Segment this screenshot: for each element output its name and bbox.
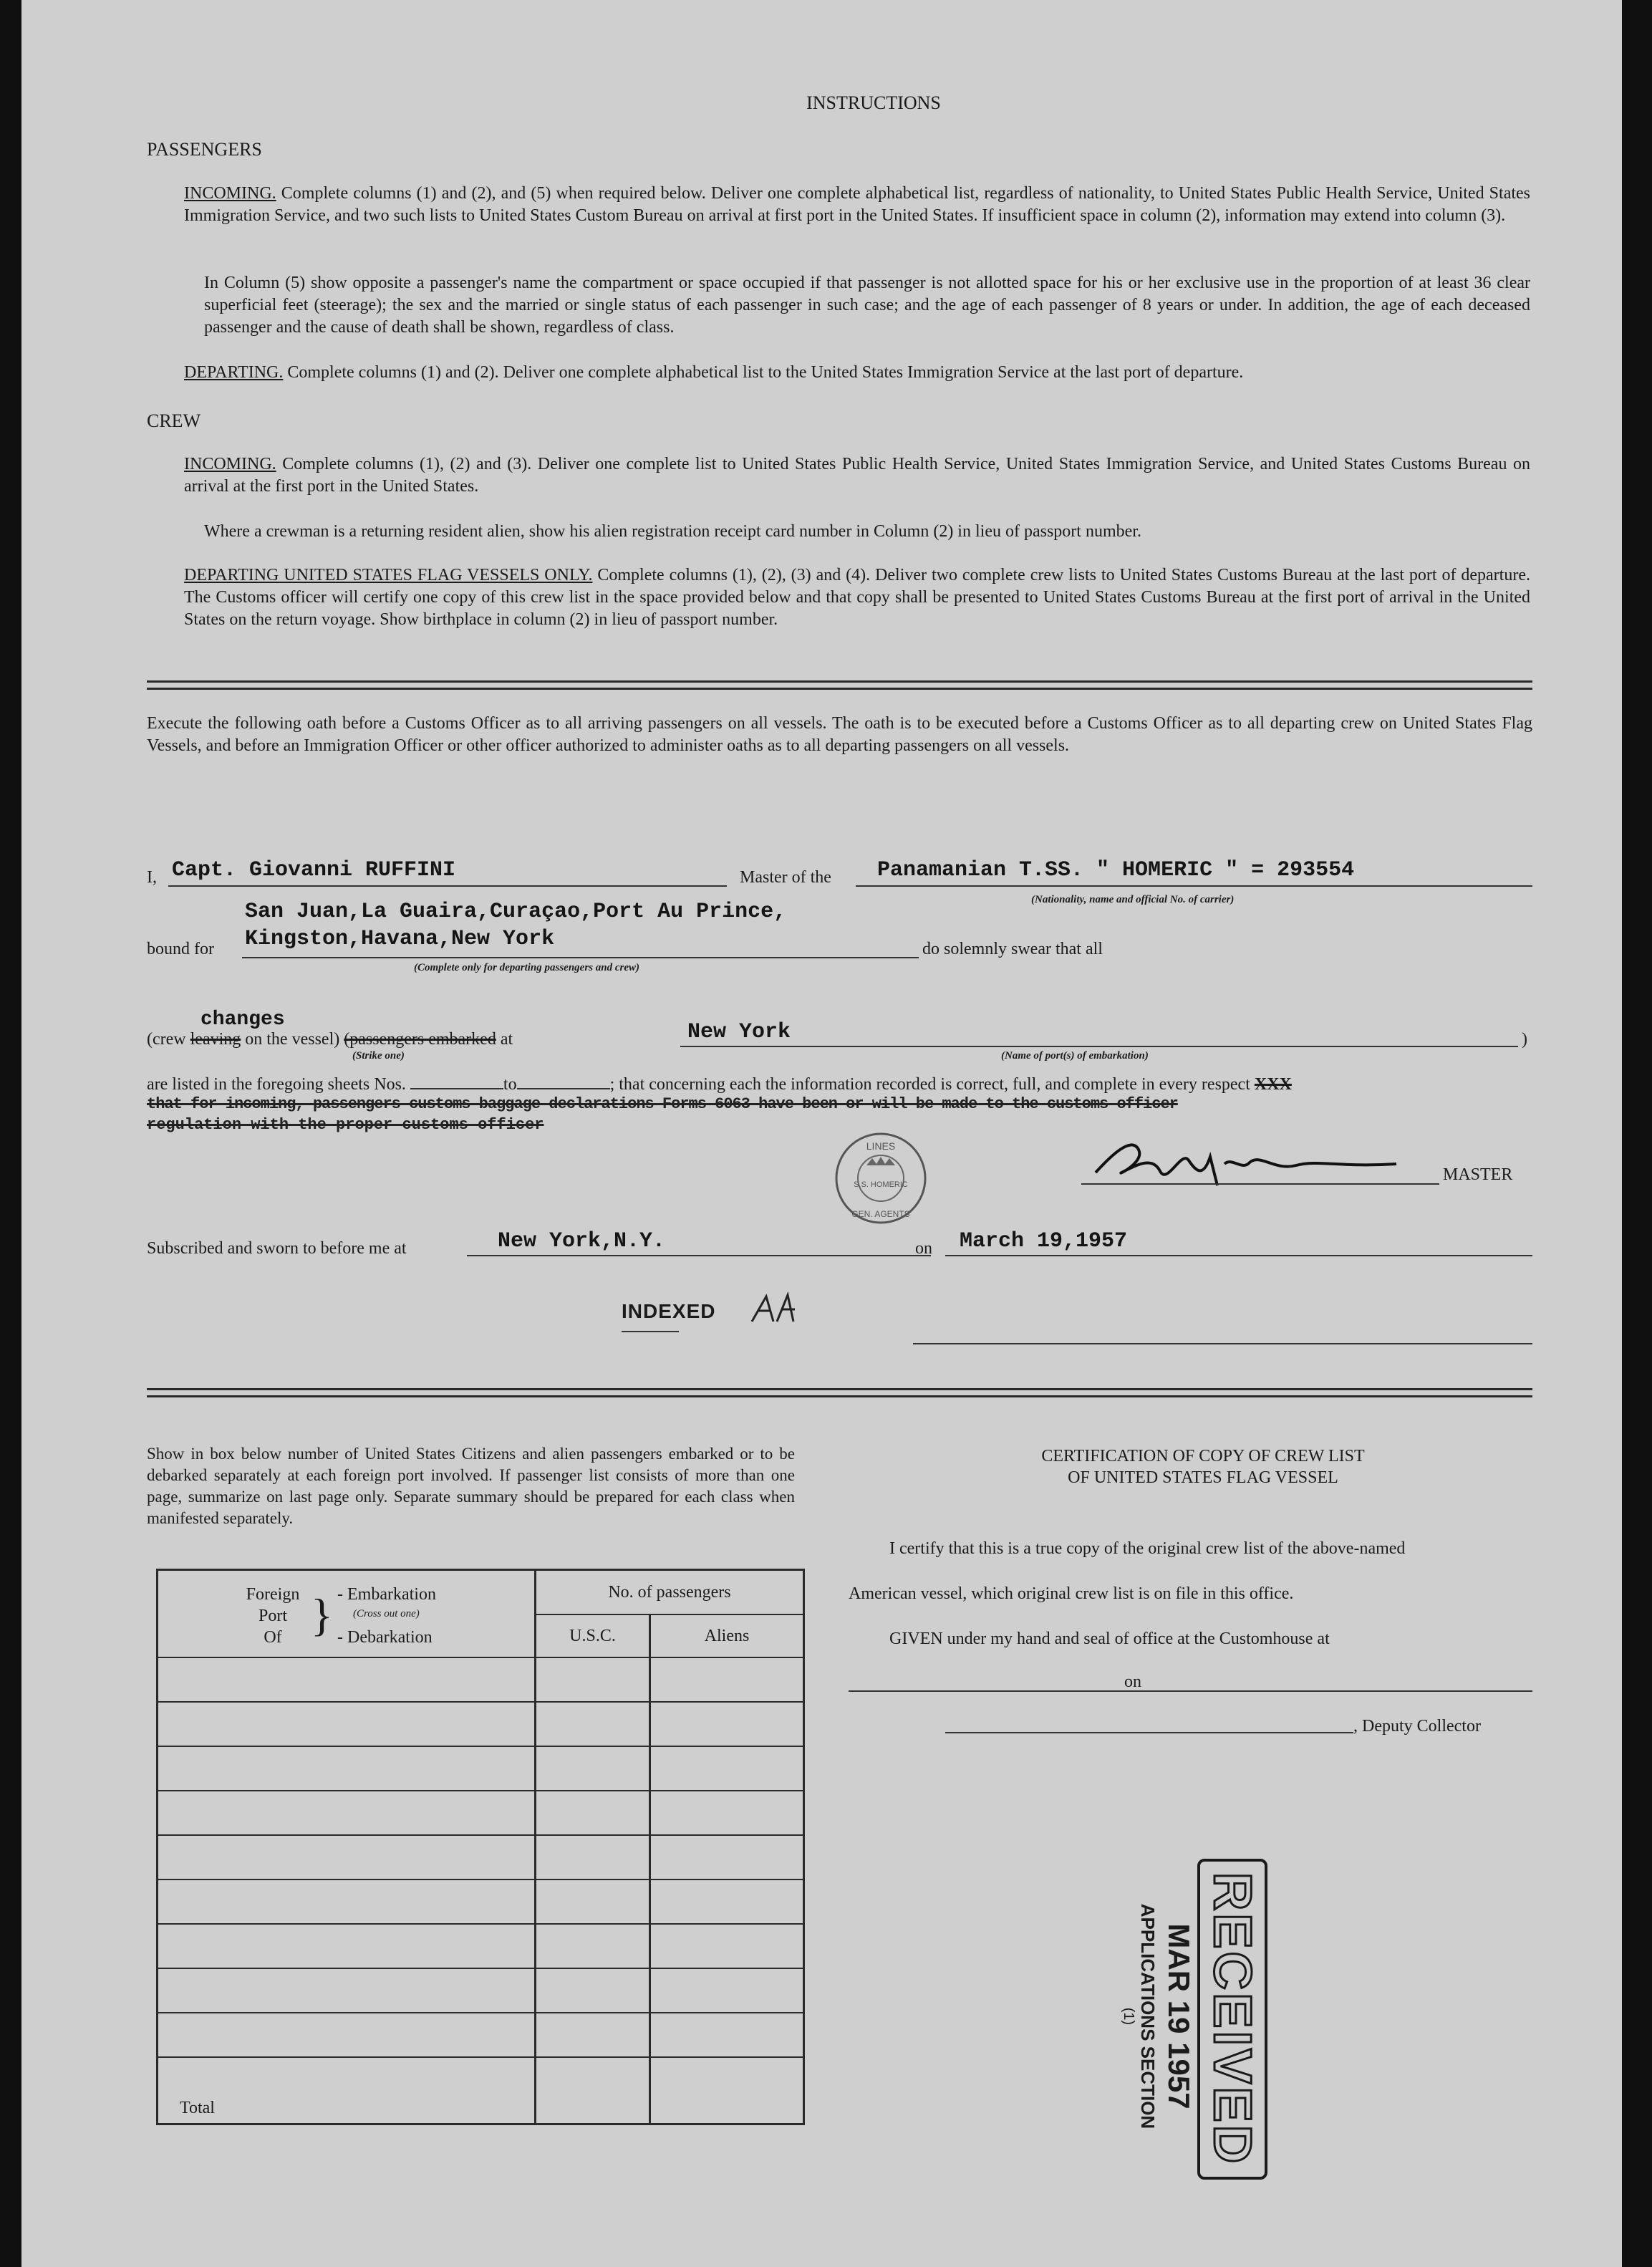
sworn-date: March 19,1957 [960, 1229, 1128, 1253]
table-header-no-of-passengers: No. of passengers [608, 1583, 731, 1602]
column5-paragraph: In Column (5) show opposite a passenger's name the compartment or space occupied if that passenger is not allotted space for his or her exclusive use in the proportion of at least 36 clear superficial feet (steerage); the sex and the married or single status of each passenger in such case; and the age of each passenger of 8 years or under. In addition, the age of each deceased passenger and the cause of death shall be shown, regardless of class. [204, 274, 1530, 337]
customhouse-field[interactable] [849, 1690, 1149, 1692]
certification-date-field[interactable] [1147, 1690, 1532, 1692]
received-stamp-word: RECEIVED [1197, 1859, 1267, 2180]
ship-seal [795, 1128, 967, 1228]
ship-seal-text-3: S.S. HOMERIC [854, 1180, 908, 1189]
table-total-label: Total [180, 2099, 215, 2117]
certification-title-1: CERTIFICATION OF COPY OF CREW LIST [1041, 1447, 1365, 1465]
divider-rule [147, 680, 1532, 683]
passenger-summary-table [156, 1569, 805, 2125]
indexed-underline [622, 1331, 679, 1332]
oath-i-label: I, [147, 868, 157, 887]
page-title: INSTRUCTIONS [806, 92, 941, 113]
table-header-debarkation: - Debarkation [337, 1628, 433, 1647]
vessel-line [856, 885, 1532, 887]
listed-line [147, 1072, 1292, 1096]
divider-rule [147, 1395, 1532, 1397]
received-stamp [1110, 1859, 1267, 2181]
bound-for-label: bound for [147, 940, 214, 958]
table-row-rule [158, 1746, 803, 1747]
indexed-stamp: INDEXED [622, 1300, 716, 1322]
master-signature [1081, 1128, 1411, 1200]
passengers-departing-paragraph [184, 362, 1530, 384]
vessel-name: Panamanian T.SS. " HOMERIC " = 293554 [877, 858, 1355, 882]
struck-fragment: XXX [1254, 1075, 1292, 1094]
port-close-paren: ) [1522, 1030, 1527, 1049]
certification-text-1: I certify that this is a true copy of the original crew list of the above-named [889, 1539, 1406, 1558]
table-header-of: Of [264, 1628, 282, 1647]
crew-struck-word: leaving [190, 1030, 241, 1049]
table-header-rule [158, 1657, 803, 1658]
crew-line [147, 1029, 513, 1051]
divider-rule [147, 1388, 1532, 1390]
table-column-divider [534, 1571, 536, 2123]
divider-rule [147, 688, 1532, 690]
destinations-caption: (Complete only for departing passengers and crew) [414, 962, 639, 973]
listed-text-1: are listed in the foregoing sheets Nos. [147, 1075, 406, 1094]
table-row-rule [158, 1923, 803, 1925]
table-row-rule [158, 1701, 803, 1703]
destinations-line [242, 957, 919, 958]
destinations-line-1: San Juan,La Guaira,Curaçao,Port Au Prince, [245, 900, 787, 924]
deputy-collector-signature-field[interactable] [945, 1732, 1353, 1733]
certification-title-2: OF UNITED STATES FLAG VESSEL [1068, 1468, 1338, 1487]
certification-text-3: GIVEN under my hand and seal of office at the Customhouse at [889, 1630, 1330, 1648]
crew-heading: CREW [147, 410, 201, 431]
sworn-date-line [945, 1255, 1532, 1256]
table-header-brace: } [311, 1589, 333, 1640]
crew-incoming-label: INCOMING. [184, 455, 276, 473]
officer-signature-line [913, 1343, 1532, 1344]
received-stamp-date: MAR 19 1957 [1162, 1923, 1196, 2109]
passengers-incoming-label: INCOMING. [184, 184, 276, 203]
sworn-place: New York,N.Y. [498, 1229, 666, 1253]
listed-text-2: ; that concerning each the information recorded is correct, full, and complete in every respect [609, 1075, 1250, 1094]
table-row-rule [158, 1968, 803, 1969]
passengers-incoming-text: Complete columns (1) and (2), and (5) when required below. Deliver one complete alphabetical list, regardless of nationality, to United States Public Health Service, United States Immigration Service, and two such lists to United States Custom Bureau on arrival at first port in the United States. If insufficient space in column (2), information may extend into column (3). [184, 184, 1531, 225]
crew-departing-text: Complete columns (1), (2), (3) and (4). Deliver two complete crew lists to United States Customs Bureau at the last port of departure. The Customs officer will certify one copy of this crew list in the space provided below and that copy shall be presented to United States Customs Bureau at the first port of arrival in the United States on the return voyage. Show birthplace in column (2) in lieu of passport number. [184, 566, 1530, 629]
on-vessel-text: on the vessel) [245, 1030, 340, 1049]
sworn-on-label: on [915, 1239, 932, 1258]
crew-incoming-text: Complete columns (1), (2) and (3). Deliver one complete list to United States Public Health Service, United States Immigration Service, and United States Customs Bureau on arrival at the first port in the United States. [184, 455, 1531, 496]
table-header-port: Port [258, 1607, 287, 1625]
table-header-aliens: Aliens [704, 1627, 750, 1645]
listed-to-label: to [503, 1075, 517, 1094]
master-signature-line [1081, 1183, 1439, 1185]
received-stamp-section: APPLICATIONS SECTION [1137, 1903, 1159, 2129]
table-row-rule [158, 1790, 803, 1791]
port-caption: (Name of port(s) of embarkation) [1001, 1050, 1149, 1062]
vessel-caption: (Nationality, name and official No. of carrier) [1031, 894, 1235, 905]
summary-instructions: Show in box below number of United States Citizens and alien passengers embarked or to be debarked separately at each foreign port involved. If passenger list consists of more than one page, summarize on last page only. Separate summary should be prepared for each class when manifested separately. [147, 1445, 795, 1527]
master-of-label: Master of the [740, 868, 831, 887]
received-stamp-mark: (1) [1121, 2007, 1136, 2026]
sworn-place-line [467, 1255, 931, 1256]
document-page [21, 0, 1622, 2267]
passengers-heading: PASSENGERS [147, 139, 262, 160]
subscribed-label: Subscribed and sworn to before me at [147, 1239, 407, 1258]
crew-inserted-word: changes [201, 1009, 285, 1031]
port-line [680, 1046, 1518, 1047]
table-header-cross-out: (Cross out one) [353, 1608, 420, 1619]
master-name: Capt. Giovanni RUFFINI [172, 858, 456, 882]
crew-incoming-paragraph [184, 453, 1530, 498]
passengers-incoming-paragraph [184, 183, 1530, 227]
passengers-struck-text: (passengers embarked [344, 1030, 496, 1049]
table-subheader-rule [534, 1614, 803, 1615]
ship-seal-text-1: LINES [866, 1140, 896, 1152]
passengers-departing-label: DEPARTING. [184, 363, 284, 382]
crew-departing-label: DEPARTING UNITED STATES FLAG VESSELS ONLY. [184, 566, 593, 584]
master-name-line [168, 885, 727, 887]
table-row-rule [158, 2056, 803, 2058]
destinations-line-2: Kingston,Havana,New York [245, 927, 555, 951]
table-row-rule [158, 2012, 803, 2013]
strike-caption: (Strike one) [352, 1050, 405, 1062]
master-caption: MASTER [1443, 1165, 1513, 1184]
certification-on-label: on [1124, 1672, 1141, 1691]
indexed-initials [745, 1289, 809, 1332]
certification-text-2: American vessel, which original crew list is on file in this office. [849, 1584, 1294, 1603]
sheet-from-field[interactable] [410, 1072, 503, 1089]
crew-label: (crew [147, 1030, 186, 1049]
crew-departing-paragraph [184, 564, 1530, 631]
table-header-foreign: Foreign [246, 1585, 300, 1604]
sheet-to-field[interactable] [517, 1072, 610, 1089]
deputy-collector-label: , Deputy Collector [1353, 1717, 1481, 1736]
table-column-divider [649, 1614, 651, 2123]
struck-line-2: regulation with the proper customs officer [147, 1116, 544, 1134]
table-header-embarkation: - Embarkation [337, 1585, 436, 1604]
oath-instruction: Execute the following oath before a Customs Officer as to all arriving passengers on all vessels. The oath is to be executed before a Customs Officer as to all departing crew on United States Flag Vessels, and before an Immigration Officer or other officer authorized to administer oaths as to all departing passengers on all vessels. [147, 714, 1532, 755]
at-label: at [500, 1030, 513, 1049]
swear-text: do solemnly swear that all [922, 940, 1103, 958]
struck-line-1: that for incoming, passengers customs baggage declarations Forms 6063 have been or will be made to the customs officer [147, 1095, 1178, 1113]
table-header-usc: U.S.C. [569, 1627, 616, 1645]
ship-seal-text-2: GEN. AGENTS [851, 1209, 910, 1219]
alien-crewman-paragraph: Where a crewman is a returning resident alien, show his alien registration receipt card number in Column (2) in lieu of passport number. [204, 522, 1141, 541]
table-row-rule [158, 1834, 803, 1836]
table-row-rule [158, 1879, 803, 1880]
passengers-departing-text: Complete columns (1) and (2). Deliver one complete alphabetical list to the United States Immigration Service at the last port of departure. [287, 363, 1244, 382]
embarkation-port: New York [687, 1020, 791, 1044]
